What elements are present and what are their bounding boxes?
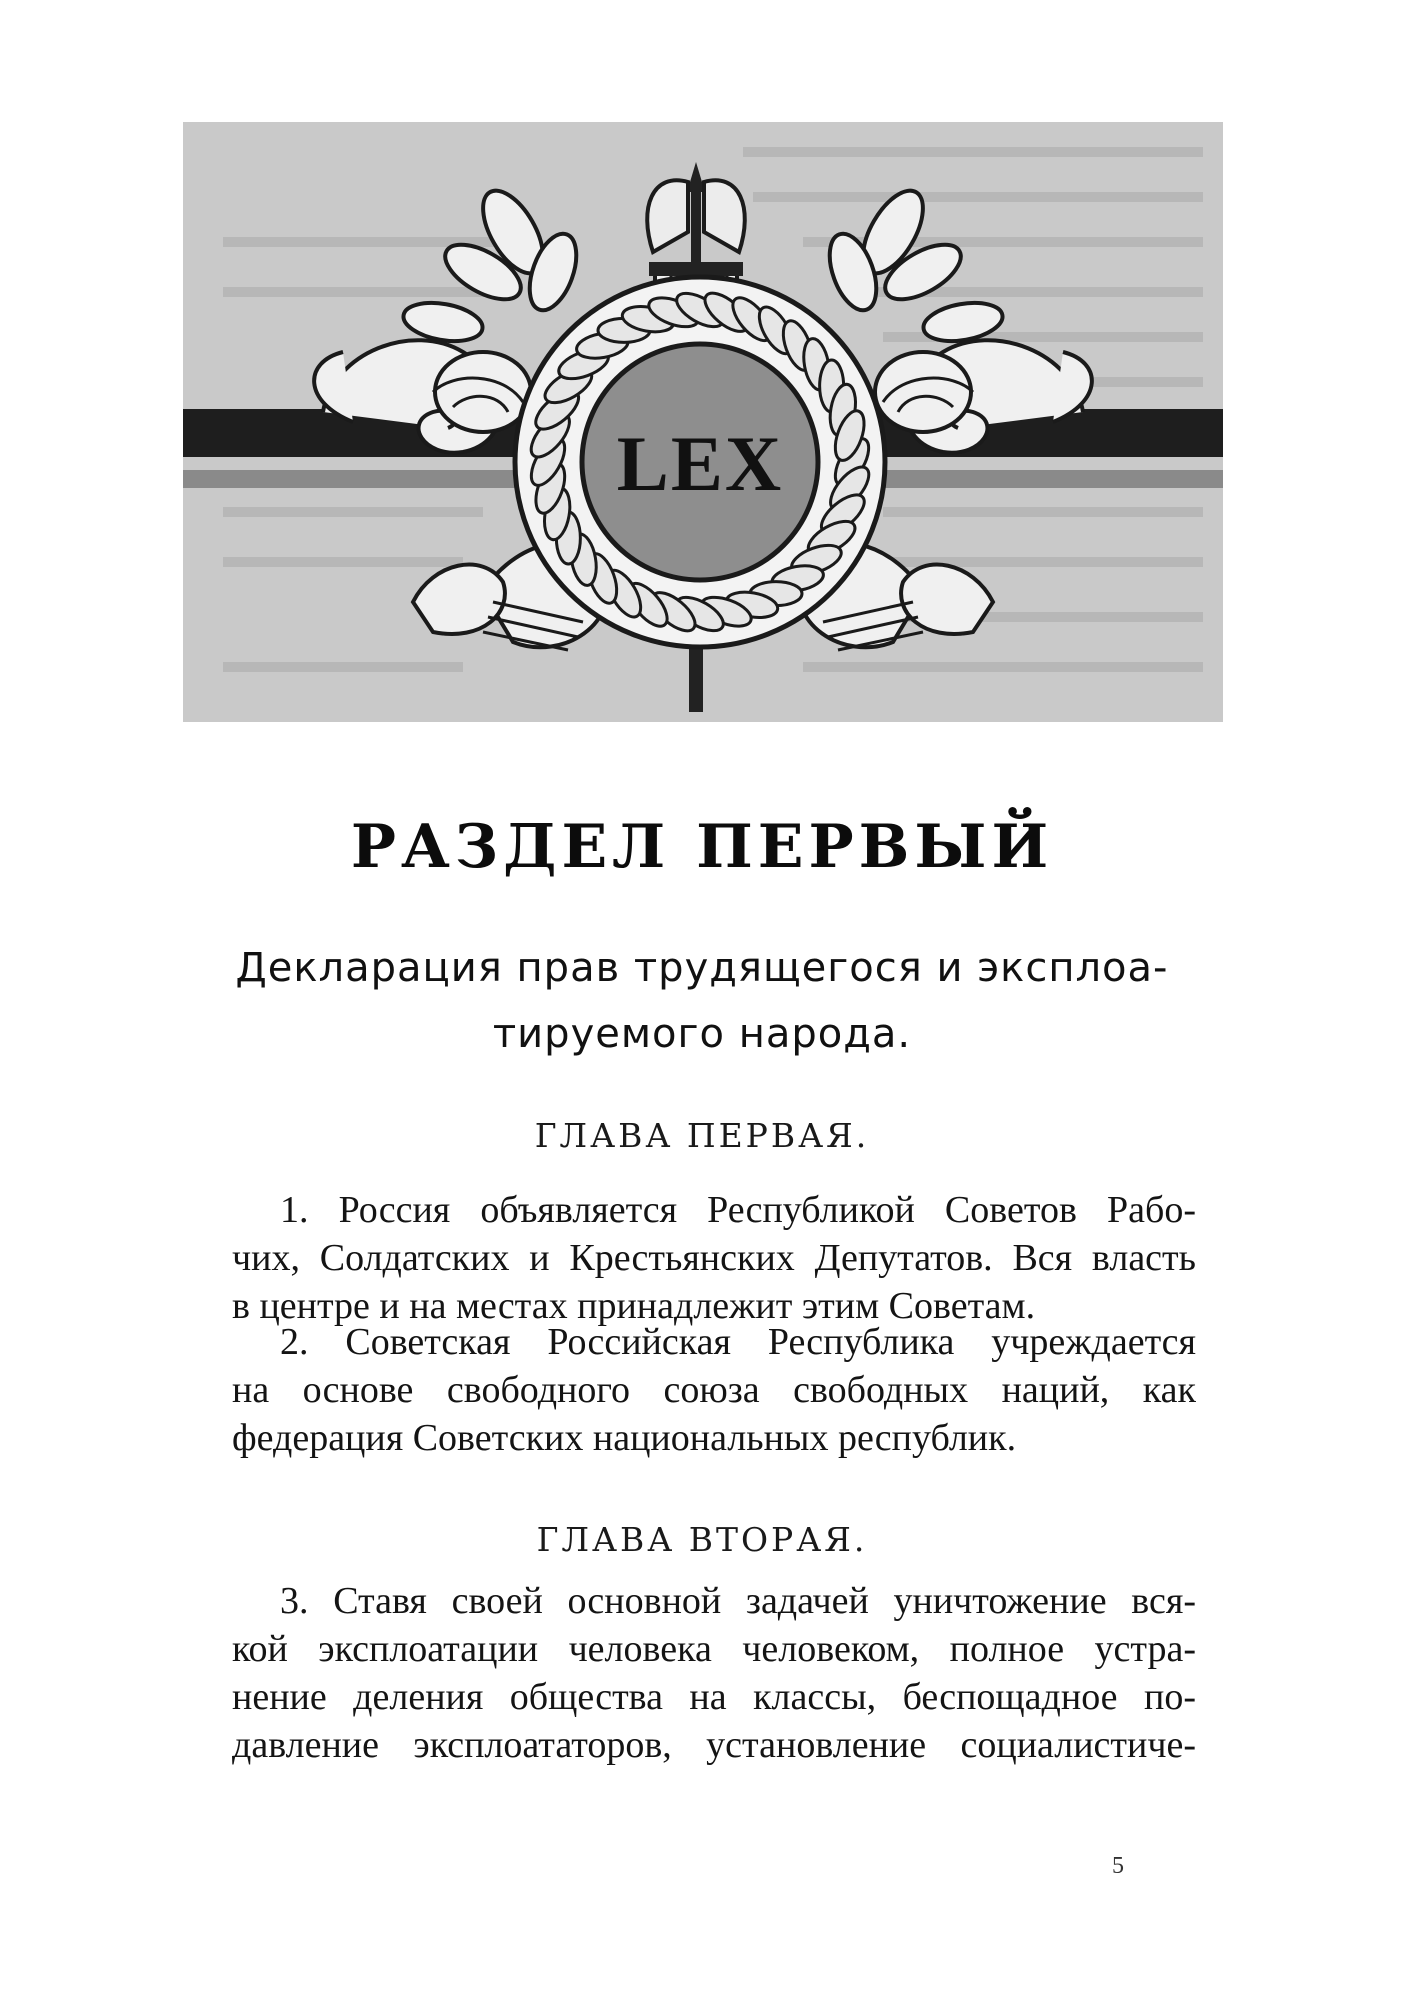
text-line: кой эксплоатации человека человеком, полное устра- xyxy=(232,1628,1196,1670)
text-line: нение деления общества на классы, беспощадное по- xyxy=(232,1676,1196,1718)
chapter-heading-2: ГЛАВА ВТОРАЯ. xyxy=(536,1520,868,1559)
page-number: 5 xyxy=(1112,1853,1124,1879)
declaration-heading xyxy=(200,935,1204,1067)
text-line: федерация Советских национальных республик. xyxy=(232,1417,1017,1459)
section-title: РАЗДЕЛ ПЕРВЫЙ xyxy=(350,812,1054,882)
text-line: в центре и на местах принадлежит этим Советам. xyxy=(232,1285,1036,1327)
chapter-heading-1: ГЛАВА ПЕРВАЯ. xyxy=(534,1116,870,1155)
article-paragraph-1 xyxy=(232,1186,1196,1330)
text-line: на основе свободного союза свободных наций, как xyxy=(232,1369,1196,1411)
text-line: давление эксплоататоров, установление социалистиче- xyxy=(232,1724,1196,1766)
article-paragraph-3 xyxy=(232,1577,1196,1769)
text-line: чих, Солдатских и Крестьянских Депутатов. Вся власть xyxy=(232,1237,1196,1279)
text-line: 1. Россия объявляется Республикой Советов Рабо- xyxy=(280,1189,1196,1231)
lex-emblem-illustration xyxy=(183,122,1223,722)
declaration-line-1: Декларация прав трудящегося и эксплоа- xyxy=(235,945,1169,991)
text-line: 2. Советская Российская Республика учреждается xyxy=(280,1321,1196,1363)
text-line: 3. Ставя своей основной задачей уничтожение вся- xyxy=(280,1580,1196,1622)
emblem-lex-text: LEX xyxy=(616,420,784,507)
declaration-line-2: тируемого народа. xyxy=(492,1011,912,1057)
emblem-svg xyxy=(183,122,1223,722)
article-paragraph-2 xyxy=(232,1318,1196,1462)
